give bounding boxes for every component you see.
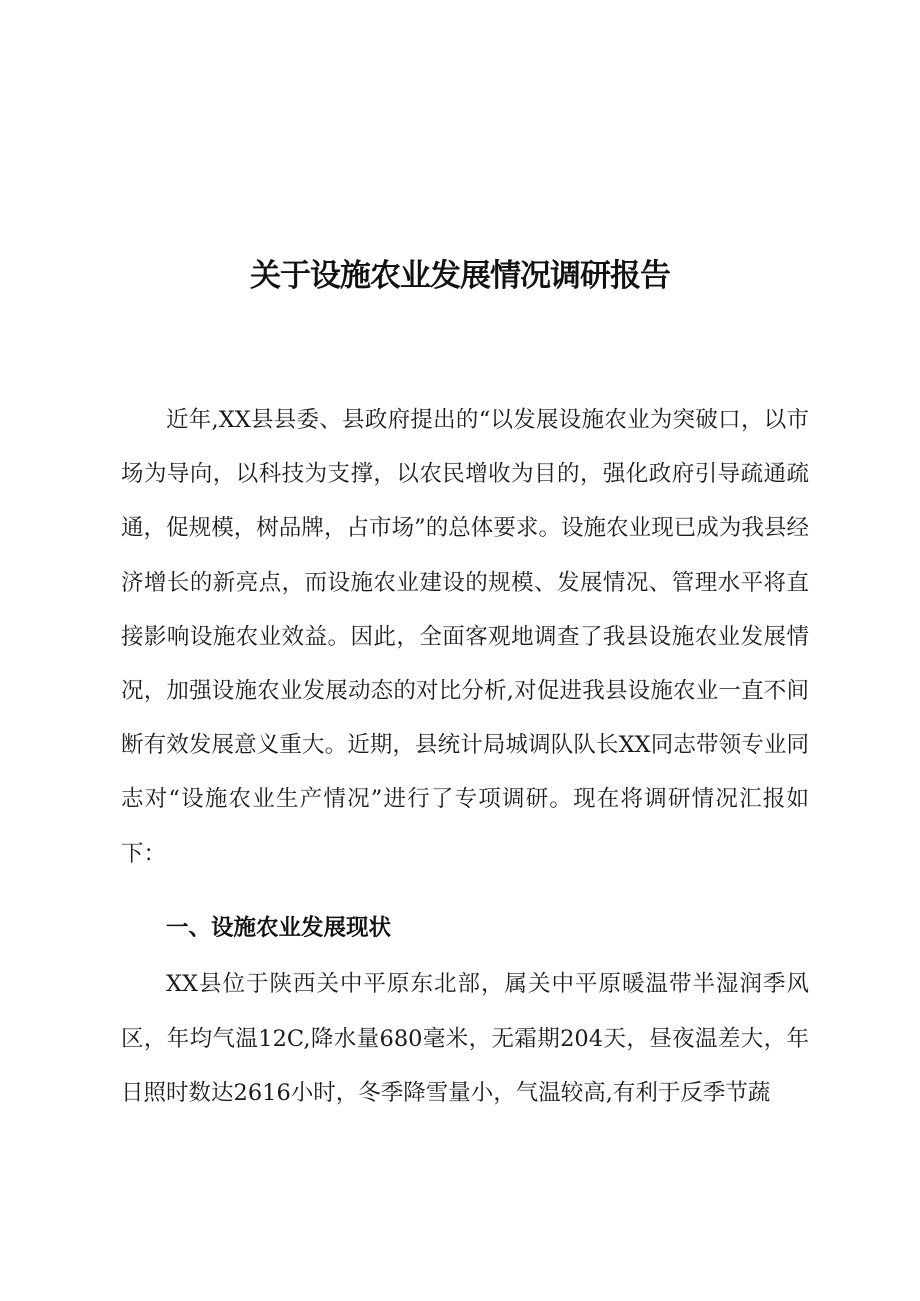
section-heading: 一、设施农业发展现状	[166, 915, 392, 941]
section-paragraph: XX县位于陕西关中平原东北部，属关中平原暖温带半湿润季风区，年均气温12C,降水量680毫米，无霜期204天，昼夜温差大，年日照时数达2616小时，冬季降雪量小，气温较高,有利于反季节蔬	[121, 971, 809, 1106]
document-title: 关于设施农业发展情况调研报告	[250, 258, 670, 294]
intro-paragraph: 近年,XX县县委、县政府提出的“以发展设施农业为突破口，以市场为导向，以科技为支撑，以农民增收为目的，强化政府引导疏通疏通，促规模，树品牌，占市场”的总体要求。设施农业现已成为我县经济增长的新亮点，而设施农业建设的规模、发展情况、管理水平将直接影响设施农业效益。因此，全面客观地调查了我县设施农业发展情况，加强设施农业发展动态的对比分析,对促进我县设施农业一直不间断有效发展意义重大。近期，县统计局城调队队长XX同志带领专业同志对“设施农业生产情况”进行了专项调研。现在将调研情况汇报如下：	[121, 407, 809, 867]
